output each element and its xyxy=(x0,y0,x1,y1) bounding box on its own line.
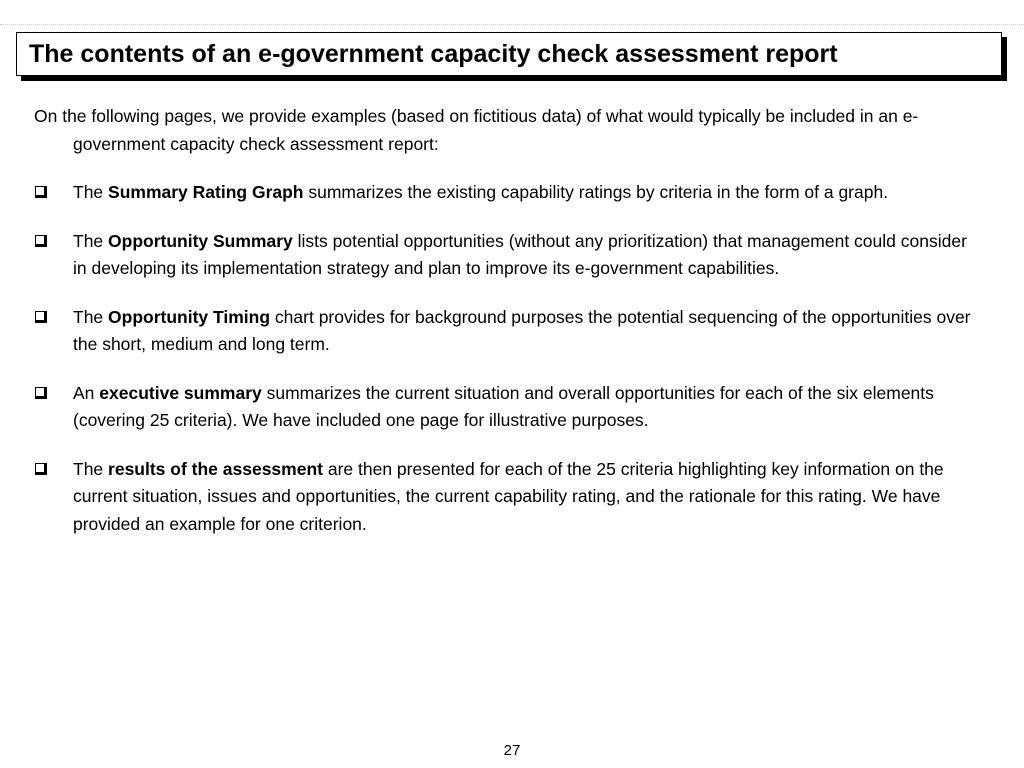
bullet-prefix: The xyxy=(73,230,109,251)
hollow-square-bullet-icon xyxy=(35,186,47,198)
hollow-square-bullet-icon xyxy=(35,235,47,247)
bullet-item-opportunity-summary xyxy=(34,228,979,283)
intro-paragraph: On the following pages, we provide examples (based on fictitious data) of what would typically be included in an e-government capacity check assessment report: xyxy=(34,106,919,154)
bullet-item-executive-summary xyxy=(34,380,979,435)
top-divider xyxy=(0,24,1024,25)
title-box xyxy=(16,32,1002,76)
title-banner xyxy=(16,32,1002,76)
page-number: 27 xyxy=(503,742,521,759)
hollow-square-bullet-icon xyxy=(35,311,47,323)
bullet-text: summarizes the existing capability ratings by criteria in the form of a graph. xyxy=(303,182,889,202)
bullet-bold-term: results of the assessment xyxy=(108,458,323,479)
bullet-bold-term: executive summary xyxy=(99,382,262,403)
bullet-prefix: The xyxy=(73,306,109,327)
bullet-bold-term: Opportunity Timing xyxy=(108,306,271,327)
bullet-bold-term: Summary Rating Graph xyxy=(108,182,304,202)
bullet-item-opportunity-timing xyxy=(34,304,979,359)
slide-body xyxy=(34,103,979,559)
bullet-text: chart provides for background purposes the potential sequencing of the opportunities over the short, medium and long term. xyxy=(73,306,971,354)
bullet-prefix: The xyxy=(73,182,109,202)
bullet-text: summarizes the current situation and overall opportunities for each of the six elements (covering 25 criteria). We have included one page for illustrative purposes. xyxy=(73,382,934,430)
bullet-prefix: The xyxy=(73,458,109,479)
bullet-prefix: An xyxy=(73,382,100,403)
hollow-square-bullet-icon xyxy=(35,463,47,475)
page-title: The contents of an e-government capacity check assessment report xyxy=(29,40,838,68)
hollow-square-bullet-icon xyxy=(35,387,47,399)
bullet-item-results-of-assessment xyxy=(34,456,979,539)
bullet-text: are then presented for each of the 25 criteria highlighting key information on the current situation, issues and opportunities, the current capability rating, and the rationale for this rating. We have provided an example for one criterion. xyxy=(73,458,944,534)
bullet-item-summary-rating-graph xyxy=(34,179,979,207)
bullet-bold-term: Opportunity Summary xyxy=(108,230,293,251)
bullet-text: lists potential opportunities (without any prioritization) that management could consider in developing its implementation strategy and plan to improve its e-government capabilities. xyxy=(73,230,967,278)
